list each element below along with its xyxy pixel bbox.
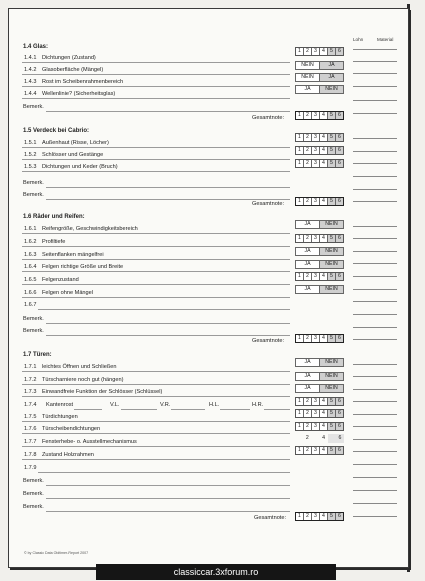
remark-line[interactable] bbox=[46, 335, 290, 336]
row-line[interactable] bbox=[220, 409, 250, 410]
section-title-verdeck: 1.5 Verdeck bei Cabrio: bbox=[23, 128, 90, 134]
corner-label: H.L. bbox=[209, 402, 220, 408]
lohn-line[interactable] bbox=[353, 364, 397, 365]
item-label: Glasoberfläche (Mängel) bbox=[42, 67, 104, 73]
item-label: Zustand Holzrahmen bbox=[42, 452, 94, 458]
item-number: 1.6.6 bbox=[24, 290, 37, 296]
remark-label: Bemerk. bbox=[23, 316, 44, 322]
rating-grid[interactable]: 1 2 3 4 5 6 bbox=[295, 446, 344, 455]
row-line bbox=[22, 159, 290, 160]
item-number: 1.6.4 bbox=[24, 264, 37, 270]
section-title-glas: 1.4 Glas: bbox=[23, 44, 49, 50]
row-line bbox=[22, 421, 290, 422]
ja-nein-selector[interactable]: JA NEIN bbox=[295, 372, 344, 381]
row-line bbox=[22, 233, 290, 234]
lohn-line[interactable] bbox=[353, 414, 397, 415]
nein-ja-selector[interactable]: NEIN JA bbox=[295, 61, 344, 70]
row-line bbox=[22, 171, 290, 172]
rating-grid[interactable]: 1 2 3 4 5 6 bbox=[295, 397, 344, 406]
remark-line[interactable] bbox=[46, 485, 290, 486]
corner-label: V.L. bbox=[110, 402, 120, 408]
lohn-line[interactable] bbox=[353, 61, 397, 62]
row-line bbox=[22, 384, 290, 385]
ja-nein-selector[interactable]: JA NEIN bbox=[295, 85, 344, 94]
lohn-line[interactable] bbox=[353, 516, 397, 517]
item-label: Türscharniere noch gut (hängen) bbox=[42, 377, 124, 383]
lohn-line[interactable] bbox=[353, 151, 397, 152]
item-label: leichtes Öffnen und Schließen bbox=[42, 364, 117, 370]
lohn-line[interactable] bbox=[353, 49, 397, 50]
row-line bbox=[22, 433, 290, 434]
total-rating-grid[interactable]: 1 2 3 4 5 6 bbox=[295, 111, 344, 120]
row-line bbox=[22, 98, 290, 99]
item-number: 1.4.1 bbox=[24, 55, 37, 61]
row-line bbox=[22, 74, 290, 75]
row-line bbox=[22, 259, 290, 260]
item-label: Außenhaut (Risse, Löcher) bbox=[42, 140, 109, 146]
lohn-line[interactable] bbox=[353, 251, 397, 252]
lohn-line[interactable] bbox=[353, 138, 397, 139]
total-rating-grid[interactable]: 1 2 3 4 5 6 bbox=[295, 334, 344, 343]
remark-label: Bemerk. bbox=[23, 478, 44, 484]
rating-grid[interactable]: 1 2 3 4 5 6 bbox=[295, 234, 344, 243]
item-number: 1.6.5 bbox=[24, 277, 37, 283]
item-number: 1.6.3 bbox=[24, 252, 37, 258]
remark-line[interactable] bbox=[46, 498, 290, 499]
rating-grid[interactable]: 1 2 3 4 5 6 bbox=[295, 133, 344, 142]
lohn-line[interactable] bbox=[353, 389, 397, 390]
lohn-line[interactable] bbox=[353, 401, 397, 402]
ja-nein-selector[interactable]: JA NEIN bbox=[295, 220, 344, 229]
lohn-line[interactable] bbox=[353, 314, 397, 315]
item-number: 1.5.3 bbox=[24, 164, 37, 170]
total-label: Gesamtnote: bbox=[252, 338, 285, 344]
item-label: Einwandfreie Funktion der Schlösser (Schlüssel) bbox=[42, 389, 163, 395]
total-label: Gesamtnote: bbox=[254, 515, 287, 521]
remark-label: Bemerk. bbox=[23, 328, 44, 334]
row-line bbox=[22, 459, 290, 460]
lohn-line[interactable] bbox=[353, 376, 397, 377]
row-line[interactable] bbox=[121, 409, 157, 410]
lohn-line[interactable] bbox=[353, 263, 397, 264]
row-line bbox=[22, 86, 290, 87]
item-number: 1.7.2 bbox=[24, 377, 37, 383]
lohn-line[interactable] bbox=[353, 464, 397, 465]
item-number: 1.4.2 bbox=[24, 67, 37, 73]
total-label: Gesamtnote: bbox=[252, 115, 285, 121]
corner-label: H.R. bbox=[252, 402, 264, 408]
row-line bbox=[22, 446, 290, 447]
rating-grid[interactable]: 1 2 3 4 5 6 bbox=[295, 159, 344, 168]
item-number: 1.4.4 bbox=[24, 91, 37, 97]
item-label: Schlösser und Gestänge bbox=[42, 152, 104, 158]
item-label: Wellenlinie? (Sicherheitsglas) bbox=[42, 91, 116, 97]
lohn-line[interactable] bbox=[353, 301, 397, 302]
lohn-line[interactable] bbox=[353, 201, 397, 202]
lohn-line[interactable] bbox=[353, 439, 397, 440]
lohn-line[interactable] bbox=[353, 189, 397, 190]
item-number: 1.7.5 bbox=[24, 414, 37, 420]
ja-nein-selector[interactable]: JA NEIN bbox=[295, 260, 344, 269]
item-label: Türdichtungen bbox=[42, 414, 78, 420]
item-number: 1.6.1 bbox=[24, 226, 37, 232]
lohn-line[interactable] bbox=[353, 490, 397, 491]
lohn-line[interactable] bbox=[353, 176, 397, 177]
item-label: Rost im Scheibenrahmenbereich bbox=[42, 79, 124, 85]
lohn-line[interactable] bbox=[353, 451, 397, 452]
remark-label: Bemerk. bbox=[23, 180, 44, 186]
lohn-line[interactable] bbox=[353, 503, 397, 504]
item-number: 1.5.1 bbox=[24, 140, 37, 146]
column-header-lohn: Lohn bbox=[353, 37, 364, 42]
lohn-line[interactable] bbox=[353, 327, 397, 328]
item-label: Felgen richtige Größe und Breite bbox=[42, 264, 124, 270]
row-line[interactable] bbox=[171, 409, 205, 410]
item-number: 1.7.7 bbox=[24, 439, 37, 445]
item-label: Felgen ohne Mängel bbox=[42, 290, 94, 296]
item-number: 1.5.2 bbox=[24, 152, 37, 158]
remark-label: Bemerk. bbox=[23, 192, 44, 198]
lohn-line[interactable] bbox=[353, 477, 397, 478]
item-number: 1.7.8 bbox=[24, 452, 37, 458]
rating-grid-partial[interactable]: 2 4 6 bbox=[295, 434, 344, 443]
lohn-line[interactable] bbox=[353, 238, 397, 239]
rating-grid[interactable]: 1 2 3 4 5 6 bbox=[295, 422, 344, 431]
row-line bbox=[22, 271, 290, 272]
lohn-line[interactable] bbox=[353, 73, 397, 74]
lohn-line[interactable] bbox=[353, 339, 397, 340]
item-label: Felgenzustand bbox=[42, 277, 79, 283]
item-number: 1.7.9 bbox=[24, 465, 37, 471]
remark-line[interactable] bbox=[46, 199, 290, 200]
remark-line[interactable] bbox=[46, 511, 290, 512]
remark-label: Bemerk. bbox=[23, 104, 44, 110]
row-line bbox=[22, 246, 290, 247]
rating-grid[interactable]: 1 2 3 4 5 6 bbox=[295, 47, 344, 56]
item-number: 1.6.7 bbox=[24, 302, 37, 308]
item-label: Seitenflanken mängelfrei bbox=[42, 252, 104, 258]
row-line[interactable] bbox=[74, 409, 102, 410]
ja-nein-selector[interactable]: JA NEIN bbox=[295, 358, 344, 367]
ja-nein-selector[interactable]: JA NEIN bbox=[295, 384, 344, 393]
item-number: 1.7.6 bbox=[24, 426, 37, 432]
lohn-line[interactable] bbox=[353, 289, 397, 290]
row-line[interactable] bbox=[38, 309, 290, 310]
corner-label: V.R. bbox=[160, 402, 171, 408]
rating-grid[interactable]: 1 2 3 4 5 6 bbox=[295, 272, 344, 281]
section-title-raeder: 1.6 Räder und Reifen: bbox=[23, 214, 85, 220]
item-label: Profiltiefe bbox=[42, 239, 66, 245]
remark-label: Bemerk. bbox=[23, 491, 44, 497]
copyright-footer: © by Classic Data Oldtimer-Report 2007 bbox=[24, 551, 89, 555]
row-line bbox=[22, 297, 290, 298]
column-header-material: Material bbox=[377, 37, 394, 42]
row-line[interactable] bbox=[264, 409, 290, 410]
ja-nein-selector[interactable]: JA NEIN bbox=[295, 285, 344, 294]
row-line bbox=[22, 62, 290, 63]
row-line bbox=[22, 371, 290, 372]
item-number: 1.6.2 bbox=[24, 239, 37, 245]
lohn-line[interactable] bbox=[353, 100, 397, 101]
forum-watermark: classiccar.3xforum.ro bbox=[96, 564, 336, 580]
item-label: Kantenrost bbox=[46, 402, 74, 408]
item-number: 1.7.3 bbox=[24, 389, 37, 395]
lohn-line[interactable] bbox=[353, 113, 397, 114]
section-title-tueren: 1.7 Türen: bbox=[23, 352, 52, 358]
remark-line[interactable] bbox=[46, 111, 290, 112]
ja-nein-selector[interactable]: JA NEIN bbox=[295, 247, 344, 256]
remark-line[interactable] bbox=[46, 323, 290, 324]
row-line bbox=[22, 284, 290, 285]
row-line bbox=[22, 147, 290, 148]
item-number: 1.4.3 bbox=[24, 79, 37, 85]
item-number: 1.7.4 bbox=[24, 402, 37, 408]
nein-ja-selector[interactable]: NEIN JA bbox=[295, 73, 344, 82]
item-label: Dichtungen (Zustand) bbox=[42, 55, 96, 61]
item-label: Türscheibendichtungen bbox=[42, 426, 101, 432]
item-label: Reifengröße, Geschwindigkeitsbereich bbox=[42, 226, 138, 232]
row-line bbox=[22, 396, 290, 397]
lohn-line[interactable] bbox=[353, 276, 397, 277]
rating-grid[interactable]: 1 2 3 4 5 6 bbox=[295, 146, 344, 155]
rating-grid[interactable]: 1 2 3 4 5 6 bbox=[295, 409, 344, 418]
row-line[interactable] bbox=[38, 472, 290, 473]
item-label: Dichtungen und Keder (Bruch) bbox=[42, 164, 118, 170]
lohn-line[interactable] bbox=[353, 163, 397, 164]
total-label: Gesamtnote: bbox=[252, 201, 285, 207]
item-number: 1.7.1 bbox=[24, 364, 37, 370]
lohn-line[interactable] bbox=[353, 86, 397, 87]
total-rating-grid[interactable]: 1 2 3 4 5 6 bbox=[295, 197, 344, 206]
remark-label: Bemerk. bbox=[23, 504, 44, 510]
remark-line[interactable] bbox=[46, 187, 290, 188]
item-label: Fensterhebe- o. Ausstellmechanismus bbox=[42, 439, 137, 445]
total-rating-grid[interactable]: 1 2 3 4 5 6 bbox=[295, 512, 344, 521]
lohn-line[interactable] bbox=[353, 226, 397, 227]
lohn-line[interactable] bbox=[353, 426, 397, 427]
